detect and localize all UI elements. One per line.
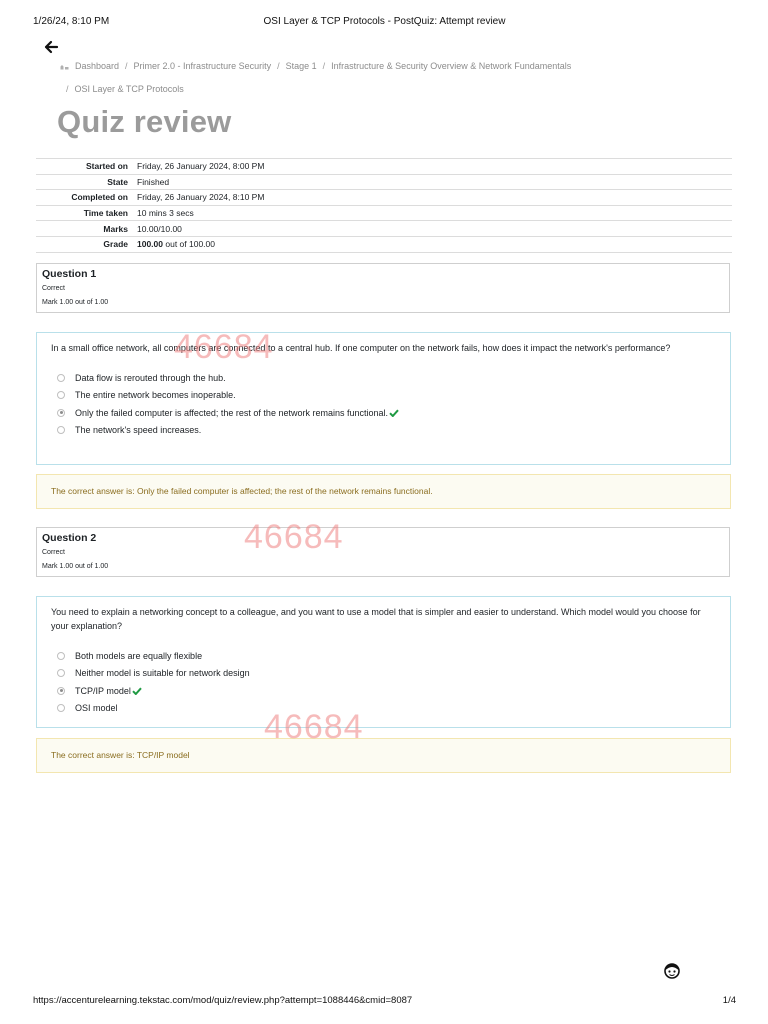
radio-icon[interactable] <box>57 704 65 712</box>
question-state: Correct <box>42 549 65 556</box>
breadcrumb <box>60 55 660 101</box>
answer-label: Neither model is suitable for network design <box>75 668 250 679</box>
question-content <box>36 332 731 465</box>
breadcrumb-dashboard[interactable]: Dashboard <box>75 61 120 71</box>
answer-label: TCP/IP model <box>75 685 131 696</box>
answer-option[interactable] <box>51 387 716 405</box>
print-title: OSI Layer & TCP Protocols - PostQuiz: Attempt review <box>263 16 506 27</box>
radio-icon[interactable] <box>57 652 65 660</box>
watermark: 46684 <box>264 708 364 746</box>
summary-row <box>36 236 732 252</box>
question-number: Question 2 <box>42 532 97 544</box>
watermark: 46684 <box>244 518 344 556</box>
question-text: In a small office network, all computers are connected to a central hub. If one computer on the network fails, how does it impact the network's performance? <box>51 343 671 353</box>
question-text: You need to explain a networking concept to a colleague, and you want to use a model that is simpler and easier to understand. Which model would you choose for your explanation? <box>51 607 701 631</box>
summary-row <box>36 221 732 237</box>
page-title: Quiz review <box>57 104 232 139</box>
summary-label: Started on <box>85 161 128 172</box>
answer-option-selected[interactable] <box>51 404 716 422</box>
page-number: 1/4 <box>722 995 736 1006</box>
summary-label: Grade <box>103 239 128 250</box>
breadcrumb-separator: / <box>322 61 326 71</box>
print-datetime: 1/26/24, 8:10 PM <box>33 16 110 27</box>
answer-option[interactable] <box>51 647 716 665</box>
grade-value: 100.00 <box>137 239 163 250</box>
summary-row <box>36 174 732 190</box>
summary-value: Friday, 26 January 2024, 8:10 PM <box>137 192 265 203</box>
answer-label: Both models are equally flexible <box>75 650 203 661</box>
watermark: 46684 <box>174 328 274 366</box>
radio-icon[interactable] <box>57 426 65 434</box>
summary-label: Marks <box>103 223 128 234</box>
summary-row <box>36 205 732 221</box>
summary-value: Friday, 26 January 2024, 8:00 PM <box>137 161 265 172</box>
answer-option[interactable] <box>51 422 716 440</box>
summary-row <box>36 159 732 175</box>
breadcrumb-stage[interactable]: Stage 1 <box>285 61 317 71</box>
radio-icon[interactable] <box>57 391 65 399</box>
answer-options <box>51 369 716 439</box>
back-arrow-icon[interactable] <box>44 40 60 54</box>
attempt-summary-table <box>36 158 732 253</box>
radio-icon[interactable] <box>57 374 65 382</box>
breadcrumb-separator: / <box>66 84 69 94</box>
check-icon <box>132 687 142 695</box>
summary-value <box>137 236 732 252</box>
grade-out-of: out of 100.00 <box>163 239 215 250</box>
page-url: https://accenturelearning.tekstac.com/mod/quiz/review.php?attempt=1088446&cmid=8087 <box>33 995 413 1006</box>
answer-label: The network's speed increases. <box>75 425 202 436</box>
summary-label: Time taken <box>83 208 128 219</box>
breadcrumb-separator: / <box>125 61 128 71</box>
summary-value: 10.00/10.00 <box>137 223 182 234</box>
print-header <box>33 16 736 30</box>
radio-checked-icon[interactable] <box>57 409 65 417</box>
breadcrumb-section[interactable]: Infrastructure & Security Overview & Network Fundamentals <box>331 61 572 71</box>
print-footer <box>33 995 736 1009</box>
question-info <box>36 527 730 577</box>
question-number: Question 1 <box>42 268 97 280</box>
summary-value: Finished <box>137 176 170 187</box>
answer-option[interactable] <box>51 665 716 683</box>
answer-label: Only the failed computer is affected; the rest of the network remains functional. <box>75 407 388 418</box>
home-icon[interactable] <box>60 63 69 70</box>
correct-answer-feedback: The correct answer is: Only the failed computer is affected; the rest of the network remains functional. <box>36 474 731 509</box>
question-mark: Mark 1.00 out of 1.00 <box>42 299 109 306</box>
question-mark: Mark 1.00 out of 1.00 <box>42 563 109 570</box>
answer-label: Data flow is rerouted through the hub. <box>75 372 226 383</box>
radio-checked-icon[interactable] <box>57 687 65 695</box>
breadcrumb-separator: / <box>277 61 280 71</box>
summary-value: 10 mins 3 secs <box>137 208 194 219</box>
avatar-bot-icon[interactable] <box>662 962 682 980</box>
answer-option[interactable] <box>51 700 716 718</box>
summary-label: Completed on <box>71 192 128 203</box>
answer-option-selected[interactable] <box>51 682 716 700</box>
correct-answer-feedback: The correct answer is: TCP/IP model <box>36 738 731 773</box>
summary-row <box>36 190 732 206</box>
answer-label: OSI model <box>75 703 118 714</box>
question-state: Correct <box>42 285 65 292</box>
answer-option[interactable] <box>51 369 716 387</box>
breadcrumb-course[interactable]: Primer 2.0 - Infrastructure Security <box>133 61 272 71</box>
summary-label: State <box>107 176 128 187</box>
radio-icon[interactable] <box>57 669 65 677</box>
answer-label: The entire network becomes inoperable. <box>75 390 236 401</box>
question-info <box>36 263 730 313</box>
question-content <box>36 596 731 728</box>
check-icon <box>389 409 399 417</box>
breadcrumb-quiz[interactable]: OSI Layer & TCP Protocols <box>74 84 184 94</box>
answer-options <box>51 647 716 717</box>
